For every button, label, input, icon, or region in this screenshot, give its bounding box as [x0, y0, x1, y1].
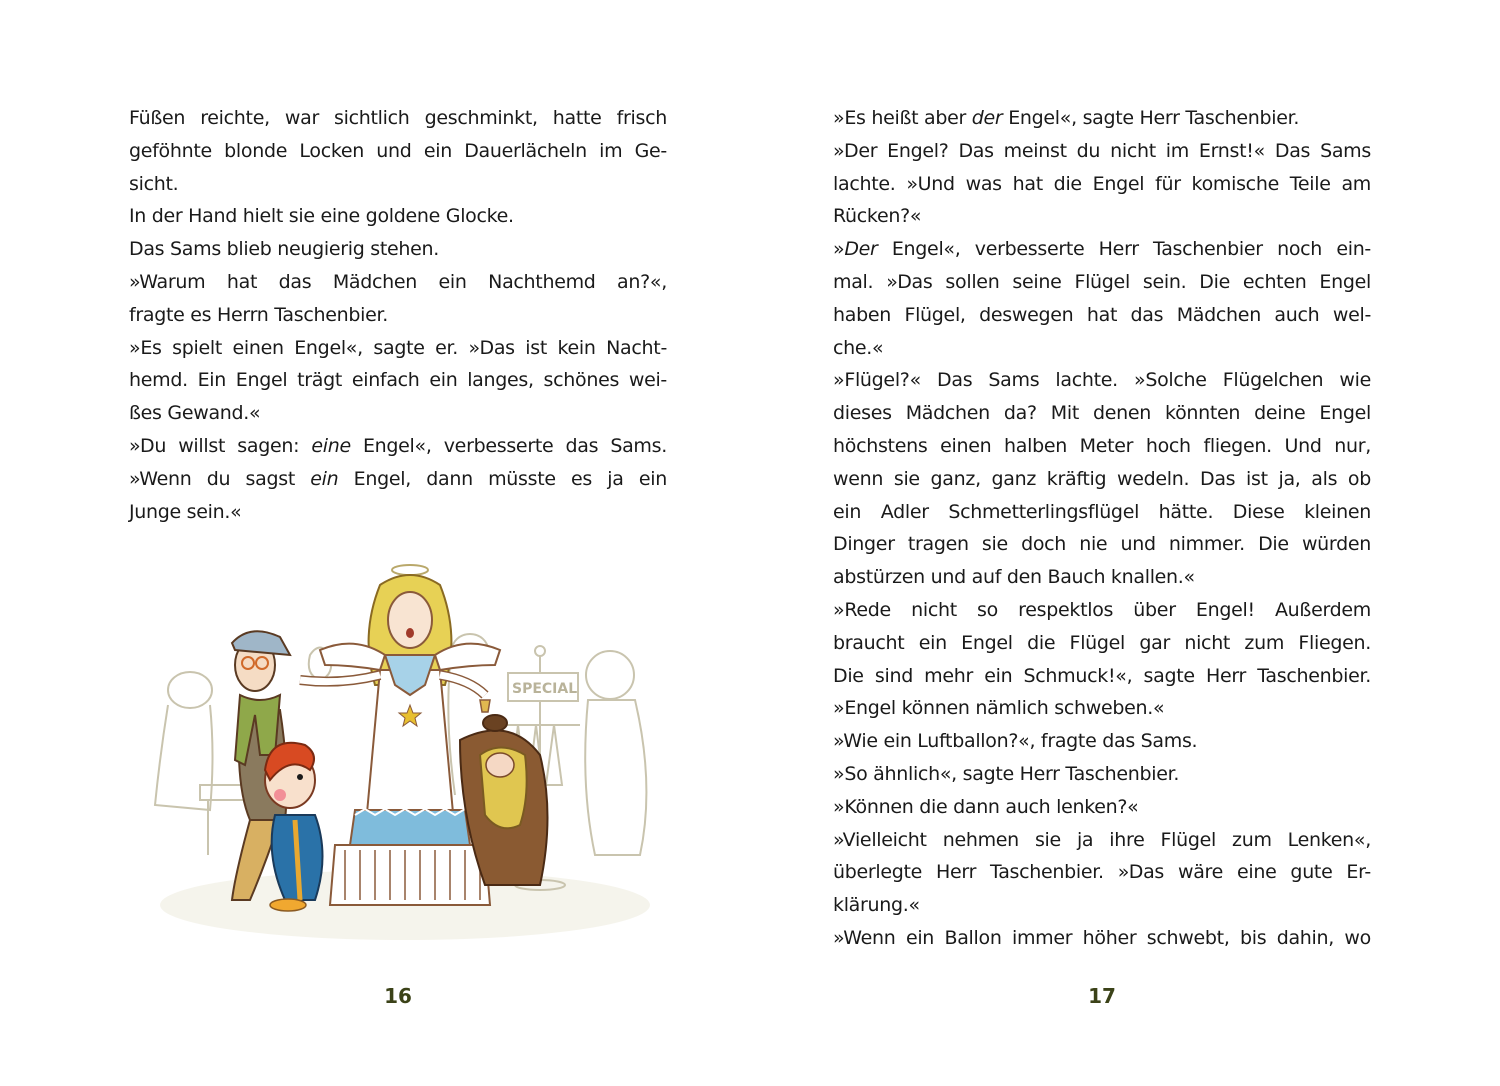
text-line: »Vielleicht nehmen sie ja ihre Flügel zum Lenken«, [833, 828, 1371, 851]
text-line: »Flügel?« Das Sams lachte. »Solche Flügelchen wie [833, 369, 1371, 392]
text-line: »Rede nicht so respektlos über Engel! Außerdem [833, 598, 1371, 621]
italic-emphasis: eine [311, 434, 351, 457]
text-line: »Es spielt einen Engel«, sagte er. »Das ist kein Nacht- [129, 336, 667, 359]
italic-emphasis: Der [844, 238, 878, 261]
text-line: »Wenn du sagst ein Engel, dann müsste es ja ein [129, 467, 667, 490]
text-line: dieses Mädchen da? Mit denen könnten deine Engel [833, 402, 1371, 425]
text-line: In der Hand hielt sie eine goldene Glocke. [129, 205, 514, 228]
text-line: überlegte Herr Taschenbier. »Das wäre eine gute Er- [833, 861, 1371, 884]
text-line: mal. »Das sollen seine Flügel sein. Die echten Engel [833, 270, 1371, 293]
text-line: ein Adler Schmetterlingsflügel hätte. Diese kleinen [833, 500, 1371, 523]
text-line: »Warum hat das Mädchen ein Nachthemd an?«, [129, 270, 667, 293]
text-line: »Der Engel«, verbesserte Herr Taschenbier noch ein- [833, 238, 1371, 261]
text-line: lachte. »Und was hat die Engel für komische Teile am [833, 172, 1371, 195]
text-line: Das Sams blieb neugierig stehen. [129, 238, 440, 261]
text-line: »So ähnlich«, sagte Herr Taschenbier. [833, 762, 1180, 785]
text-line: klärung.« [833, 894, 920, 917]
text-line: »Der Engel? Das meinst du nicht im Ernst!« Das Sams [833, 139, 1371, 162]
text-line: Junge sein.« [129, 500, 242, 523]
text-line: »Wie ein Luftballon?«, fragte das Sams. [833, 730, 1198, 753]
page-number-right: 17 [1088, 984, 1116, 1008]
text-line: »Wenn ein Ballon immer höher schwebt, bis dahin, wo [833, 926, 1371, 949]
text-line: haben Flügel, deswegen hat das Mädchen auch wel- [833, 303, 1371, 326]
text-line: Dinger tragen sie doch nie und nimmer. Die würden [833, 533, 1371, 556]
text-line: wenn sie ganz, ganz kräftig wedeln. Das ist ja, als ob [833, 467, 1371, 490]
text-line: abstürzen und auf den Bauch knallen.« [833, 566, 1195, 589]
text-line: Rücken?« [833, 205, 922, 228]
italic-emphasis: ein [310, 467, 339, 490]
text-line: fragte es Herrn Taschenbier. [129, 303, 388, 326]
text-line: »Es heißt aber der Engel«, sagte Herr Taschenbier. [833, 107, 1300, 129]
text-line: »Du willst sagen: eine Engel«, verbesserte das Sams. [129, 434, 667, 457]
right-page-text [833, 102, 1371, 955]
page-number-left: 16 [384, 984, 412, 1008]
text-line: geföhnte blonde Locken und ein Dauerlächeln im Ge- [129, 139, 667, 162]
text-line: hemd. Ein Engel trägt einfach ein langes, schönes wei- [129, 369, 667, 392]
text-line: che.« [833, 336, 884, 359]
text-line: »Engel können nämlich schweben.« [833, 697, 1165, 720]
text-line: sicht. [129, 172, 179, 195]
text-line: Füßen reichte, war sichtlich geschminkt, hatte frisch [129, 107, 667, 129]
text-line: »Können die dann auch lenken?« [833, 795, 1139, 818]
text-line: ßes Gewand.« [129, 402, 261, 425]
text-line: braucht ein Engel die Flügel gar nicht zum Fliegen. [833, 631, 1371, 654]
text-line: Die sind mehr ein Schmuck!«, sagte Herr Taschenbier. [833, 664, 1371, 687]
text-line: höchstens einen halben Meter hoch fliegen. Und nur, [833, 434, 1371, 457]
italic-emphasis: der [971, 107, 1003, 129]
special-sign-text: SPECIAL [512, 681, 578, 697]
